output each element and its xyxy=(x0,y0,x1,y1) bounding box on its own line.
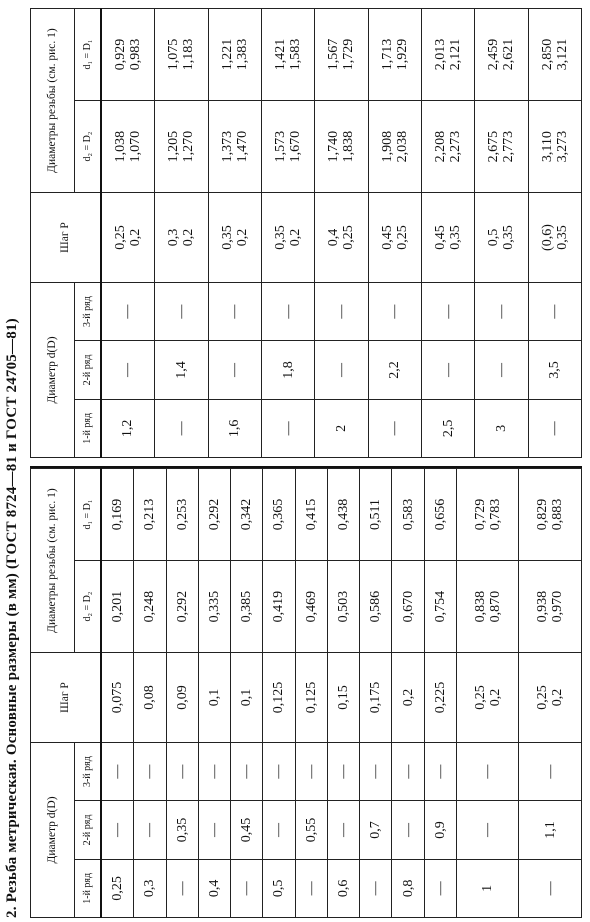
cell-d1: 0,342 xyxy=(231,469,263,561)
cell-r2: — xyxy=(198,801,230,859)
cell-r3: — xyxy=(101,742,134,800)
d1-header: d₁ = D₁ xyxy=(75,469,101,561)
cell-r1: — xyxy=(368,399,421,457)
table-row xyxy=(528,9,581,458)
cell-p: 0,25 0,2 xyxy=(456,653,519,743)
cell-r3: — xyxy=(261,282,314,340)
cell-r3: — xyxy=(208,282,261,340)
cell-r1: — xyxy=(155,399,208,457)
diameter-header: Диаметр d(D) xyxy=(31,282,75,457)
cell-p: 0,125 xyxy=(295,653,327,743)
cell-r2: 0,9 xyxy=(424,801,456,859)
cell-r1: 0,25 xyxy=(101,859,134,917)
cell-r3: — xyxy=(295,742,327,800)
cell-r2: — xyxy=(456,801,519,859)
cell-p: 0,25 0,2 xyxy=(519,653,582,743)
cell-d1: 0,213 xyxy=(134,469,166,561)
table-row xyxy=(368,9,421,458)
table-row xyxy=(263,469,295,918)
cell-d1: 0,438 xyxy=(327,469,359,561)
pitch-header: Шаг P xyxy=(31,653,101,743)
cell-r2: 0,35 xyxy=(166,801,198,859)
cell-r3: — xyxy=(424,742,456,800)
cell-r2: 1,1 xyxy=(519,801,582,859)
cell-r3: — xyxy=(198,742,230,800)
cell-r2: — xyxy=(263,801,295,859)
cell-r1: 2,5 xyxy=(421,399,474,457)
row1-header: 1-й ряд xyxy=(75,859,101,917)
cell-p: 0,225 xyxy=(424,653,456,743)
cell-d2: 2,675 2,773 xyxy=(475,101,528,193)
table-row xyxy=(360,469,392,918)
cell-d2: 0,586 xyxy=(360,561,392,653)
table-row xyxy=(519,469,582,918)
cell-d1: 1,567 1,729 xyxy=(315,9,368,101)
cell-d2: 1,740 1,838 xyxy=(315,101,368,193)
cell-d2: 0,385 xyxy=(231,561,263,653)
cell-d1: 0,169 xyxy=(101,469,134,561)
cell-r2: — xyxy=(208,341,261,399)
cell-p: 0,1 xyxy=(231,653,263,743)
cell-p: 0,5 0,35 xyxy=(475,193,528,283)
cell-r1: 3 xyxy=(475,399,528,457)
cell-r1: — xyxy=(424,859,456,917)
cell-p: 0,45 0,25 xyxy=(368,193,421,283)
cell-d1: 0,415 xyxy=(295,469,327,561)
cell-r1: 0,6 xyxy=(327,859,359,917)
cell-d2: 2,208 2,273 xyxy=(421,101,474,193)
cell-d1: 1,421 1,583 xyxy=(261,9,314,101)
cell-p: 0,175 xyxy=(360,653,392,743)
table-row xyxy=(198,469,230,918)
cell-p: 0,35 0,2 xyxy=(208,193,261,283)
cell-r2: — xyxy=(392,801,424,859)
cell-d1: 2,013 2,121 xyxy=(421,9,474,101)
row2-header: 2-й ряд xyxy=(75,341,101,399)
table-row xyxy=(134,469,166,918)
cell-d2: 0,469 xyxy=(295,561,327,653)
cell-d2: 0,292 xyxy=(166,561,198,653)
cell-r3: — xyxy=(263,742,295,800)
table-row xyxy=(315,9,368,458)
d1-header: d₁ = D₁ xyxy=(75,9,101,101)
diameter-header: Диаметр d(D) xyxy=(31,742,75,917)
cell-d1: 0,829 0,883 xyxy=(519,469,582,561)
table-row xyxy=(155,9,208,458)
cell-d2: 1,373 1,470 xyxy=(208,101,261,193)
table-row xyxy=(261,9,314,458)
cell-r1: 1,6 xyxy=(208,399,261,457)
table-body-right xyxy=(101,9,582,458)
cell-d2: 3,110 3,273 xyxy=(528,101,581,193)
cell-p: 0,25 0,2 xyxy=(101,193,155,283)
thread-table-left xyxy=(30,468,582,918)
cell-r1: — xyxy=(295,859,327,917)
table-body-left xyxy=(101,469,582,918)
cell-d1: 2,850 3,121 xyxy=(528,9,581,101)
cell-r2: — xyxy=(134,801,166,859)
cell-r3: — xyxy=(166,742,198,800)
cell-d2: 0,248 xyxy=(134,561,166,653)
cell-d1: 0,656 xyxy=(424,469,456,561)
cell-r1: — xyxy=(166,859,198,917)
cell-d2: 0,754 xyxy=(424,561,456,653)
cell-d1: 0,729 0,783 xyxy=(456,469,519,561)
cell-r3: — xyxy=(101,282,155,340)
cell-p: 0,075 xyxy=(101,653,134,743)
cell-r1: 1,2 xyxy=(101,399,155,457)
cell-r1: — xyxy=(360,859,392,917)
row3-header: 3-й ряд xyxy=(75,742,101,800)
cell-p: (0,6) 0,35 xyxy=(528,193,581,283)
cell-r1: 0,3 xyxy=(134,859,166,917)
cell-d1: 1,075 1,183 xyxy=(155,9,208,101)
cell-r3: — xyxy=(368,282,421,340)
cell-p: 0,2 xyxy=(392,653,424,743)
d2-header: d₂ = D₂ xyxy=(75,101,101,193)
cell-r1: — xyxy=(231,859,263,917)
row3-header: 3-й ряд xyxy=(75,282,101,340)
cell-d1: 0,292 xyxy=(198,469,230,561)
cell-d1: 2,459 2,621 xyxy=(475,9,528,101)
cell-d1: 0,929 0,983 xyxy=(101,9,155,101)
cell-r1: 2 xyxy=(315,399,368,457)
cell-r2: — xyxy=(315,341,368,399)
cell-r3: — xyxy=(528,282,581,340)
cell-d1: 0,365 xyxy=(263,469,295,561)
cell-r2: — xyxy=(101,801,134,859)
cell-p: 0,1 xyxy=(198,653,230,743)
cell-r3: — xyxy=(134,742,166,800)
table-row xyxy=(327,469,359,918)
cell-p: 0,4 0,25 xyxy=(315,193,368,283)
table-row xyxy=(392,469,424,918)
table-row xyxy=(231,469,263,918)
table-row xyxy=(166,469,198,918)
table-caption: 2. Резьба метрическая. Основные размеры (в мм) (ГОСТ 8724—81 и ГОСТ 24705—81) xyxy=(4,318,20,918)
cell-d2: 1,908 2,038 xyxy=(368,101,421,193)
cell-r1: — xyxy=(528,399,581,457)
cell-r1: — xyxy=(519,859,582,917)
cell-p: 0,09 xyxy=(166,653,198,743)
cell-r1: 1 xyxy=(456,859,519,917)
cell-d2: 0,201 xyxy=(101,561,134,653)
cell-d2: 1,205 1,270 xyxy=(155,101,208,193)
cell-r3: — xyxy=(392,742,424,800)
cell-r3: — xyxy=(155,282,208,340)
cell-r2: — xyxy=(475,341,528,399)
cell-d2: 0,670 xyxy=(392,561,424,653)
cell-p: 0,125 xyxy=(263,653,295,743)
cell-r2: — xyxy=(421,341,474,399)
cell-d2: 1,038 1,070 xyxy=(101,101,155,193)
cell-r2: 0,55 xyxy=(295,801,327,859)
cell-r3: — xyxy=(456,742,519,800)
cell-r2: 0,7 xyxy=(360,801,392,859)
table-row xyxy=(208,9,261,458)
thread-table-right xyxy=(30,8,582,458)
thread-diameters-header: Диаметры резьбы (см. рис. 1) xyxy=(31,9,75,193)
cell-d2: 0,335 xyxy=(198,561,230,653)
cell-d1: 0,511 xyxy=(360,469,392,561)
pitch-header: Шаг P xyxy=(31,193,101,283)
cell-p: 0,3 0,2 xyxy=(155,193,208,283)
cell-p: 0,08 xyxy=(134,653,166,743)
cell-r1: — xyxy=(261,399,314,457)
cell-p: 0,15 xyxy=(327,653,359,743)
cell-d1: 1,713 1,929 xyxy=(368,9,421,101)
cell-r3: — xyxy=(475,282,528,340)
cell-p: 0,45 0,35 xyxy=(421,193,474,283)
cell-r3: — xyxy=(315,282,368,340)
cell-d2: 1,573 1,670 xyxy=(261,101,314,193)
table-row xyxy=(101,9,155,458)
cell-r3: — xyxy=(231,742,263,800)
cell-r3: — xyxy=(421,282,474,340)
cell-p: 0,35 0,2 xyxy=(261,193,314,283)
cell-r3: — xyxy=(519,742,582,800)
table-row xyxy=(475,9,528,458)
table-row xyxy=(101,469,134,918)
row1-header: 1-й ряд xyxy=(75,399,101,457)
cell-r2: 2,2 xyxy=(368,341,421,399)
cell-r1: 0,5 xyxy=(263,859,295,917)
cell-d2: 0,838 0,870 xyxy=(456,561,519,653)
cell-r2: — xyxy=(101,341,155,399)
cell-r1: 0,4 xyxy=(198,859,230,917)
cell-d2: 0,419 xyxy=(263,561,295,653)
d2-header: d₂ = D₂ xyxy=(75,561,101,653)
cell-d2: 0,938 0,970 xyxy=(519,561,582,653)
table-row xyxy=(295,469,327,918)
cell-r2: 0,45 xyxy=(231,801,263,859)
cell-r3: — xyxy=(360,742,392,800)
cell-r2: — xyxy=(327,801,359,859)
row2-header: 2-й ряд xyxy=(75,801,101,859)
table-row xyxy=(456,469,519,918)
cell-d1: 1,221 1,383 xyxy=(208,9,261,101)
cell-r1: 0,8 xyxy=(392,859,424,917)
cell-d1: 0,583 xyxy=(392,469,424,561)
cell-d2: 0,503 xyxy=(327,561,359,653)
cell-r2: 1,4 xyxy=(155,341,208,399)
cell-r3: — xyxy=(327,742,359,800)
cell-r2: 1,8 xyxy=(261,341,314,399)
thread-diameters-header: Диаметры резьбы (см. рис. 1) xyxy=(31,469,75,653)
table-row xyxy=(421,9,474,458)
cell-d1: 0,253 xyxy=(166,469,198,561)
table-row xyxy=(424,469,456,918)
cell-r2: 3,5 xyxy=(528,341,581,399)
